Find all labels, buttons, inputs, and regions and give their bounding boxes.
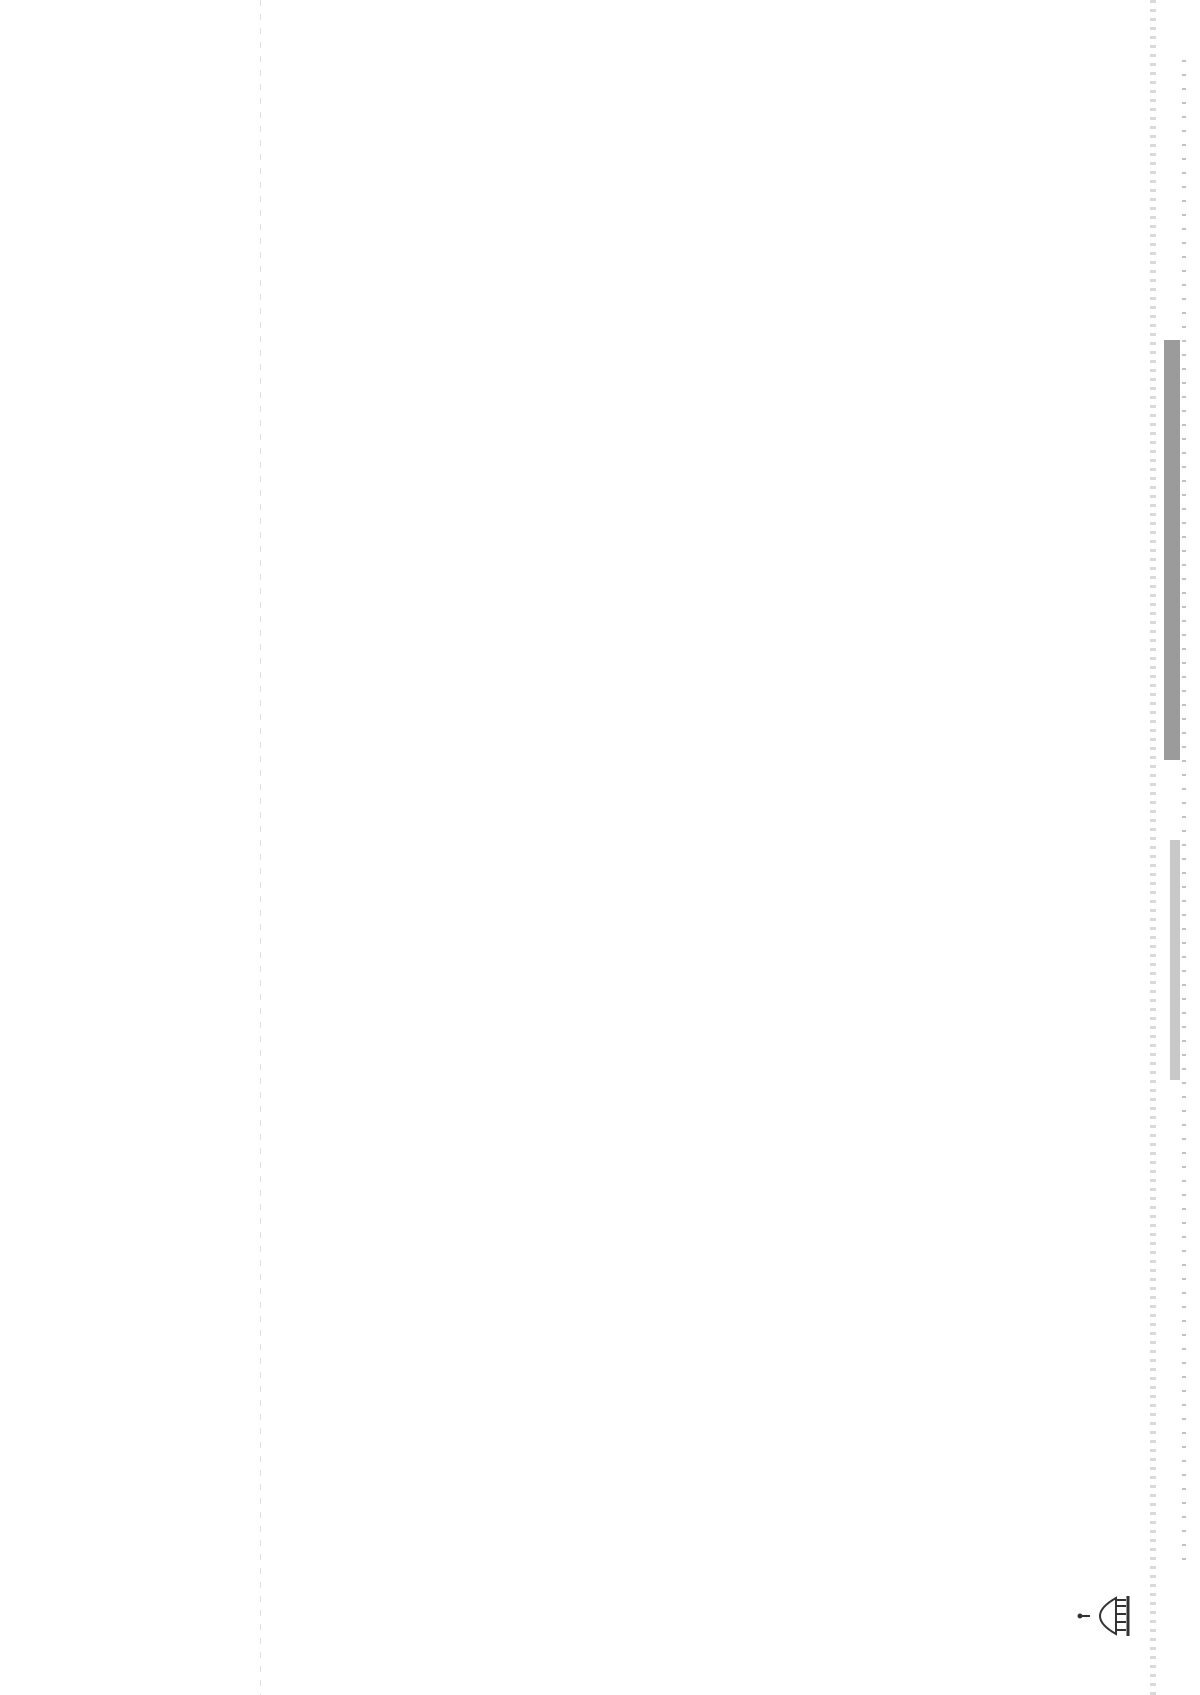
budget-table (152, 47, 1042, 1600)
emblem-icon (1076, 1592, 1134, 1640)
